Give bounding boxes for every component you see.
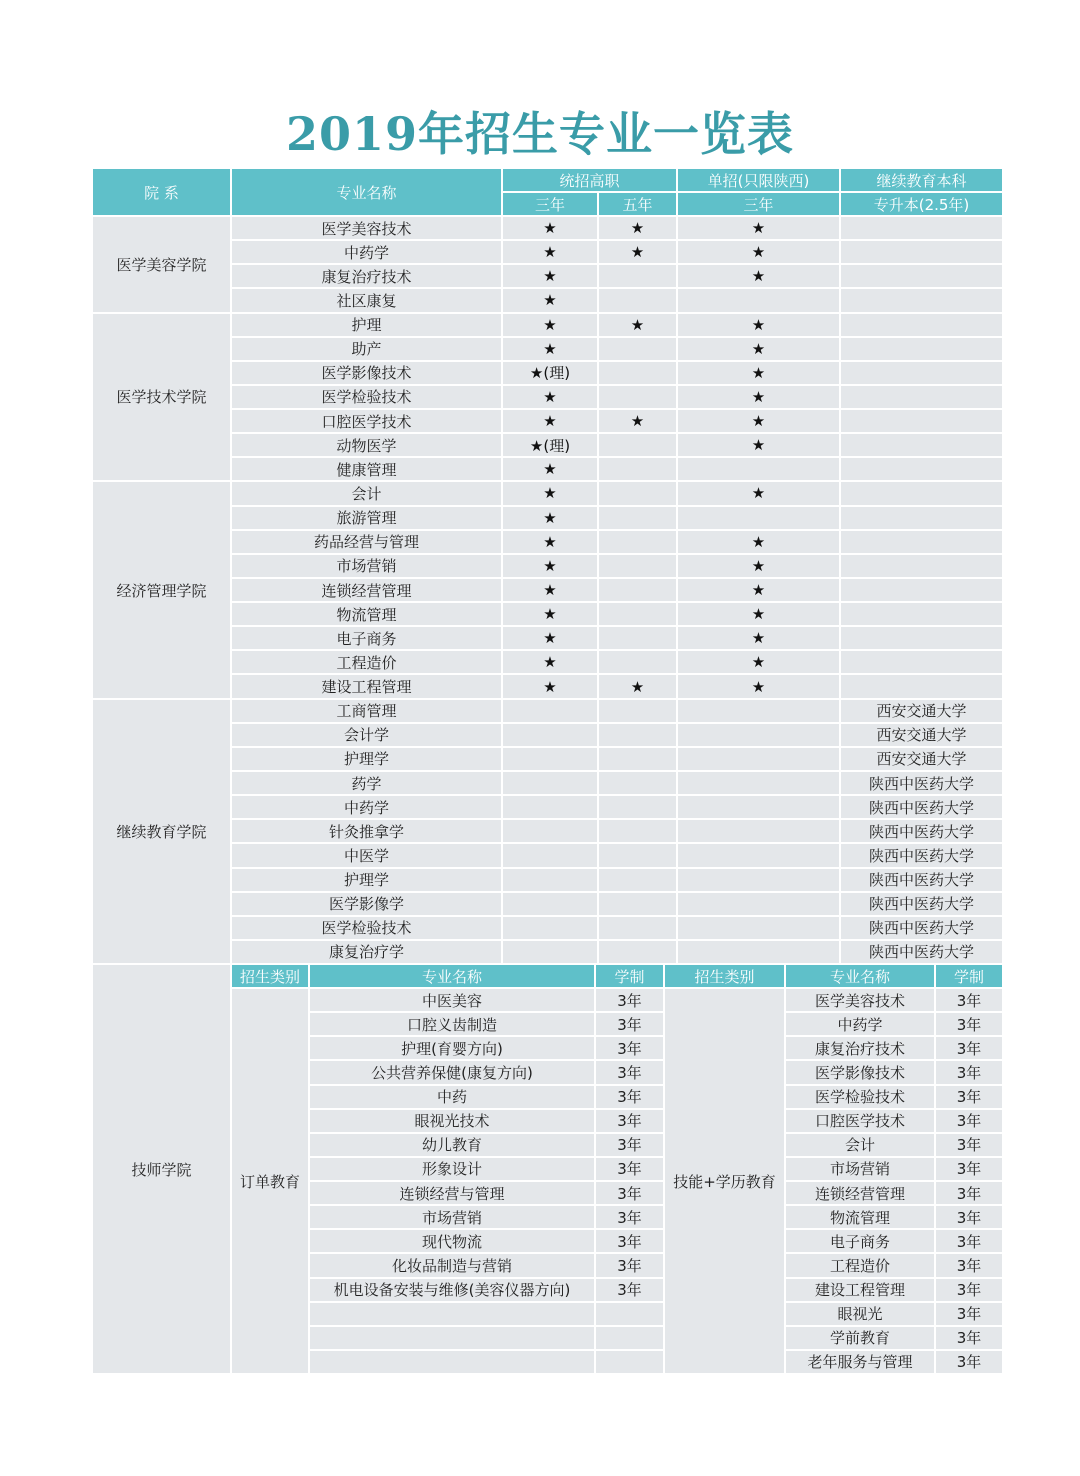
tongzhao-5yr-cell: ★ xyxy=(599,410,676,432)
jishi-left-xz: 3年 xyxy=(596,1206,663,1228)
jishi-left-xz: 3年 xyxy=(596,1158,663,1180)
header-jx-sub: 专升本(2.5年) xyxy=(841,193,1002,215)
tongzhao-5yr-cell xyxy=(599,458,676,480)
jishi-left-major xyxy=(310,1351,594,1373)
danzhao-3yr-cell xyxy=(678,941,839,963)
tongzhao-3yr-cell: ★(理) xyxy=(503,362,597,384)
jishi-left-xz: 3年 xyxy=(596,1013,663,1035)
tongzhao-5yr-cell xyxy=(599,748,676,770)
jishi-right-xz: 3年 xyxy=(936,1303,1002,1325)
jishi-left-major xyxy=(310,1327,594,1349)
jishi-right-xz: 3年 xyxy=(936,1254,1002,1276)
jishi-left-xz: 3年 xyxy=(596,1061,663,1083)
jishi-right-major: 连锁经营管理 xyxy=(786,1182,934,1204)
tongzhao-3yr-cell: ★ xyxy=(503,531,597,553)
jishi-right-xz: 3年 xyxy=(936,1110,1002,1132)
major-cell: 市场营销 xyxy=(232,555,501,577)
jishi-right-major: 眼视光 xyxy=(786,1303,934,1325)
danzhao-3yr-cell xyxy=(678,772,839,794)
tongzhao-5yr-cell xyxy=(599,627,676,649)
tongzhao-5yr-cell xyxy=(599,893,676,915)
major-cell: 康复治疗技术 xyxy=(232,265,501,287)
jixu-cell xyxy=(841,651,1002,673)
jixu-cell: 陕西中医药大学 xyxy=(841,941,1002,963)
jishi-left-major: 护理(育婴方向) xyxy=(310,1037,594,1059)
jishi-right-xz: 3年 xyxy=(936,1351,1002,1373)
jixu-cell: 陕西中医药大学 xyxy=(841,917,1002,939)
tongzhao-5yr-cell xyxy=(599,579,676,601)
dept-cell: 医学美容学院 xyxy=(93,217,230,312)
major-cell: 物流管理 xyxy=(232,603,501,625)
jishi-left-major: 眼视光技术 xyxy=(310,1110,594,1132)
jixu-cell: 陕西中医药大学 xyxy=(841,869,1002,891)
header-jixu: 继续教育本科 xyxy=(841,169,1002,191)
tongzhao-3yr-cell xyxy=(503,772,597,794)
jixu-cell xyxy=(841,386,1002,408)
jishi-right-major: 建设工程管理 xyxy=(786,1279,934,1301)
major-cell: 康复治疗学 xyxy=(232,941,501,963)
jishi-right-xz: 3年 xyxy=(936,1061,1002,1083)
jishi-left-xz: 3年 xyxy=(596,1037,663,1059)
jixu-cell xyxy=(841,579,1002,601)
danzhao-3yr-cell xyxy=(678,917,839,939)
jishi-header-cat-right: 招生类别 xyxy=(665,965,784,987)
jishi-right-major: 会计 xyxy=(786,1134,934,1156)
danzhao-3yr-cell: ★ xyxy=(678,265,839,287)
jishi-left-major: 幼儿教育 xyxy=(310,1134,594,1156)
jishi-left-major xyxy=(310,1303,594,1325)
danzhao-3yr-cell: ★ xyxy=(678,555,839,577)
tongzhao-5yr-cell xyxy=(599,796,676,818)
danzhao-3yr-cell: ★ xyxy=(678,603,839,625)
tongzhao-5yr-cell: ★ xyxy=(599,675,676,697)
jishi-right-xz: 3年 xyxy=(936,1086,1002,1108)
tongzhao-3yr-cell xyxy=(503,844,597,866)
danzhao-3yr-cell: ★ xyxy=(678,217,839,239)
jixu-cell xyxy=(841,555,1002,577)
major-cell: 中医学 xyxy=(232,844,501,866)
danzhao-3yr-cell: ★ xyxy=(678,410,839,432)
jixu-cell: 陕西中医药大学 xyxy=(841,844,1002,866)
jishi-right-xz: 3年 xyxy=(936,1230,1002,1252)
tongzhao-3yr-cell xyxy=(503,748,597,770)
dept-cell: 继续教育学院 xyxy=(93,700,230,963)
danzhao-3yr-cell: ★ xyxy=(678,338,839,360)
tongzhao-5yr-cell xyxy=(599,289,676,311)
jixu-cell xyxy=(841,241,1002,263)
jixu-cell: 西安交通大学 xyxy=(841,724,1002,746)
tongzhao-3yr-cell: ★ xyxy=(503,241,597,263)
jixu-cell xyxy=(841,265,1002,287)
jixu-cell xyxy=(841,217,1002,239)
jishi-right-major: 医学影像技术 xyxy=(786,1061,934,1083)
tongzhao-5yr-cell: ★ xyxy=(599,241,676,263)
danzhao-3yr-cell: ★ xyxy=(678,627,839,649)
header-dept: 院 系 xyxy=(93,169,230,215)
jishi-right-major: 电子商务 xyxy=(786,1230,934,1252)
major-cell: 中药学 xyxy=(232,241,501,263)
jixu-cell xyxy=(841,482,1002,504)
danzhao-3yr-cell xyxy=(678,507,839,529)
danzhao-3yr-cell xyxy=(678,700,839,722)
tongzhao-5yr-cell xyxy=(599,603,676,625)
tongzhao-5yr-cell xyxy=(599,507,676,529)
tongzhao-3yr-cell xyxy=(503,724,597,746)
danzhao-3yr-cell: ★ xyxy=(678,531,839,553)
jishi-header-major-left: 专业名称 xyxy=(310,965,594,987)
danzhao-3yr-cell: ★ xyxy=(678,386,839,408)
danzhao-3yr-cell xyxy=(678,748,839,770)
jishi-right-major: 市场营销 xyxy=(786,1158,934,1180)
header-major: 专业名称 xyxy=(232,169,501,215)
danzhao-3yr-cell: ★ xyxy=(678,482,839,504)
major-cell: 针灸推拿学 xyxy=(232,820,501,842)
jishi-left-major: 公共营养保健(康复方向) xyxy=(310,1061,594,1083)
danzhao-3yr-cell xyxy=(678,844,839,866)
jishi-left-major: 机电设备安装与维修(美容仪器方向) xyxy=(310,1279,594,1301)
jishi-right-xz: 3年 xyxy=(936,1037,1002,1059)
tongzhao-3yr-cell: ★ xyxy=(503,265,597,287)
jishi-right-xz: 3年 xyxy=(936,1279,1002,1301)
tongzhao-5yr-cell xyxy=(599,434,676,456)
header-tz-5: 五年 xyxy=(599,193,676,215)
jixu-cell: 陕西中医药大学 xyxy=(841,893,1002,915)
jixu-cell: 西安交通大学 xyxy=(841,700,1002,722)
tongzhao-5yr-cell xyxy=(599,941,676,963)
major-cell: 护理学 xyxy=(232,748,501,770)
danzhao-3yr-cell: ★ xyxy=(678,362,839,384)
major-cell: 医学影像学 xyxy=(232,893,501,915)
tongzhao-5yr-cell xyxy=(599,772,676,794)
jixu-cell: 陕西中医药大学 xyxy=(841,820,1002,842)
tongzhao-3yr-cell: ★ xyxy=(503,217,597,239)
major-cell: 医学检验技术 xyxy=(232,917,501,939)
danzhao-3yr-cell xyxy=(678,893,839,915)
jishi-header-xz-right: 学制 xyxy=(936,965,1002,987)
tongzhao-5yr-cell: ★ xyxy=(599,217,676,239)
danzhao-3yr-cell: ★ xyxy=(678,241,839,263)
header-tz-3: 三年 xyxy=(503,193,597,215)
tongzhao-3yr-cell xyxy=(503,869,597,891)
jishi-header-major-right: 专业名称 xyxy=(786,965,934,987)
tongzhao-3yr-cell: ★(理) xyxy=(503,434,597,456)
tongzhao-3yr-cell: ★ xyxy=(503,579,597,601)
jishi-header-xz-left: 学制 xyxy=(596,965,663,987)
tongzhao-3yr-cell: ★ xyxy=(503,289,597,311)
jishi-right-xz: 3年 xyxy=(936,1134,1002,1156)
major-cell: 连锁经营管理 xyxy=(232,579,501,601)
tongzhao-3yr-cell xyxy=(503,700,597,722)
tongzhao-3yr-cell xyxy=(503,893,597,915)
jishi-left-xz: 3年 xyxy=(596,1110,663,1132)
jishi-right-major: 物流管理 xyxy=(786,1206,934,1228)
major-cell: 护理 xyxy=(232,314,501,336)
tongzhao-3yr-cell: ★ xyxy=(503,627,597,649)
tongzhao-5yr-cell xyxy=(599,265,676,287)
header-dz-3: 三年 xyxy=(678,193,839,215)
tongzhao-3yr-cell: ★ xyxy=(503,507,597,529)
major-cell: 动物医学 xyxy=(232,434,501,456)
dept-cell-jishi: 技师学院 xyxy=(93,965,230,1373)
tongzhao-5yr-cell xyxy=(599,386,676,408)
dept-cell: 医学技术学院 xyxy=(93,314,230,481)
tongzhao-3yr-cell: ★ xyxy=(503,675,597,697)
major-cell: 口腔医学技术 xyxy=(232,410,501,432)
jishi-left-xz: 3年 xyxy=(596,1279,663,1301)
danzhao-3yr-cell xyxy=(678,869,839,891)
major-cell: 工商管理 xyxy=(232,700,501,722)
major-cell: 药学 xyxy=(232,772,501,794)
jishi-right-xz: 3年 xyxy=(936,1327,1002,1349)
jishi-left-major: 中药 xyxy=(310,1086,594,1108)
major-cell: 会计 xyxy=(232,482,501,504)
major-cell: 中药学 xyxy=(232,796,501,818)
tongzhao-3yr-cell: ★ xyxy=(503,410,597,432)
jishi-left-xz: 3年 xyxy=(596,1182,663,1204)
jishi-left-major: 市场营销 xyxy=(310,1206,594,1228)
major-cell: 会计学 xyxy=(232,724,501,746)
dept-cell: 经济管理学院 xyxy=(93,482,230,697)
jishi-left-major: 连锁经营与管理 xyxy=(310,1182,594,1204)
jishi-right-major: 老年服务与管理 xyxy=(786,1351,934,1373)
danzhao-3yr-cell: ★ xyxy=(678,675,839,697)
tongzhao-5yr-cell xyxy=(599,482,676,504)
danzhao-3yr-cell: ★ xyxy=(678,651,839,673)
jixu-cell: 西安交通大学 xyxy=(841,748,1002,770)
major-cell: 医学检验技术 xyxy=(232,386,501,408)
danzhao-3yr-cell xyxy=(678,796,839,818)
tongzhao-5yr-cell xyxy=(599,700,676,722)
page-title: 2019年招生专业一览表 xyxy=(285,107,795,161)
tongzhao-5yr-cell xyxy=(599,651,676,673)
tongzhao-3yr-cell: ★ xyxy=(503,482,597,504)
danzhao-3yr-cell xyxy=(678,289,839,311)
jixu-cell xyxy=(841,362,1002,384)
jixu-cell xyxy=(841,675,1002,697)
tongzhao-3yr-cell xyxy=(503,796,597,818)
jishi-left-xz xyxy=(596,1351,663,1373)
tongzhao-5yr-cell xyxy=(599,555,676,577)
jixu-cell xyxy=(841,314,1002,336)
jishi-right-xz: 3年 xyxy=(936,1206,1002,1228)
tongzhao-5yr-cell xyxy=(599,362,676,384)
tongzhao-3yr-cell xyxy=(503,820,597,842)
major-cell: 工程造价 xyxy=(232,651,501,673)
major-cell: 护理学 xyxy=(232,869,501,891)
tongzhao-5yr-cell xyxy=(599,844,676,866)
jixu-cell xyxy=(841,289,1002,311)
jishi-cat-left: 订单教育 xyxy=(232,989,308,1373)
danzhao-3yr-cell: ★ xyxy=(678,434,839,456)
jixu-cell: 陕西中医药大学 xyxy=(841,772,1002,794)
jishi-cat-right: 技能+学历教育 xyxy=(665,989,784,1373)
jishi-left-xz: 3年 xyxy=(596,989,663,1011)
tongzhao-3yr-cell: ★ xyxy=(503,458,597,480)
major-cell: 助产 xyxy=(232,338,501,360)
jishi-header-cat-left: 招生类别 xyxy=(232,965,308,987)
tongzhao-3yr-cell: ★ xyxy=(503,603,597,625)
major-cell: 健康管理 xyxy=(232,458,501,480)
jixu-cell xyxy=(841,507,1002,529)
jishi-right-major: 医学检验技术 xyxy=(786,1086,934,1108)
danzhao-3yr-cell xyxy=(678,458,839,480)
jishi-left-xz: 3年 xyxy=(596,1134,663,1156)
major-cell: 电子商务 xyxy=(232,627,501,649)
tongzhao-3yr-cell: ★ xyxy=(503,555,597,577)
danzhao-3yr-cell: ★ xyxy=(678,314,839,336)
tongzhao-3yr-cell: ★ xyxy=(503,338,597,360)
jishi-left-xz: 3年 xyxy=(596,1086,663,1108)
jishi-left-major: 化妆品制造与营销 xyxy=(310,1254,594,1276)
jishi-right-major: 工程造价 xyxy=(786,1254,934,1276)
jishi-right-xz: 3年 xyxy=(936,1158,1002,1180)
tongzhao-3yr-cell xyxy=(503,917,597,939)
jishi-left-major: 中医美容 xyxy=(310,989,594,1011)
jixu-cell: 陕西中医药大学 xyxy=(841,796,1002,818)
major-cell: 医学美容技术 xyxy=(232,217,501,239)
jishi-right-major: 康复治疗技术 xyxy=(786,1037,934,1059)
jishi-left-major: 现代物流 xyxy=(310,1230,594,1252)
tongzhao-3yr-cell xyxy=(503,941,597,963)
jishi-left-major: 形象设计 xyxy=(310,1158,594,1180)
major-cell: 药品经营与管理 xyxy=(232,531,501,553)
jishi-left-xz xyxy=(596,1303,663,1325)
major-cell: 建设工程管理 xyxy=(232,675,501,697)
danzhao-3yr-cell xyxy=(678,724,839,746)
jishi-right-xz: 3年 xyxy=(936,989,1002,1011)
jixu-cell xyxy=(841,458,1002,480)
jishi-right-major: 口腔医学技术 xyxy=(786,1110,934,1132)
jishi-right-major: 学前教育 xyxy=(786,1327,934,1349)
major-cell: 旅游管理 xyxy=(232,507,501,529)
tongzhao-5yr-cell xyxy=(599,338,676,360)
tongzhao-5yr-cell xyxy=(599,820,676,842)
jixu-cell xyxy=(841,603,1002,625)
jishi-left-xz: 3年 xyxy=(596,1230,663,1252)
jixu-cell xyxy=(841,627,1002,649)
jixu-cell xyxy=(841,410,1002,432)
major-cell: 社区康复 xyxy=(232,289,501,311)
jishi-right-xz: 3年 xyxy=(936,1013,1002,1035)
jixu-cell xyxy=(841,434,1002,456)
tongzhao-3yr-cell: ★ xyxy=(503,314,597,336)
tongzhao-3yr-cell: ★ xyxy=(503,386,597,408)
tongzhao-5yr-cell: ★ xyxy=(599,314,676,336)
major-cell: 医学影像技术 xyxy=(232,362,501,384)
jixu-cell xyxy=(841,531,1002,553)
jishi-left-xz xyxy=(596,1327,663,1349)
jishi-left-xz: 3年 xyxy=(596,1254,663,1276)
tongzhao-5yr-cell xyxy=(599,869,676,891)
danzhao-3yr-cell: ★ xyxy=(678,579,839,601)
jishi-right-major: 中药学 xyxy=(786,1013,934,1035)
header-tongzhao: 统招高职 xyxy=(503,169,676,191)
tongzhao-5yr-cell xyxy=(599,724,676,746)
jishi-right-xz: 3年 xyxy=(936,1182,1002,1204)
jixu-cell xyxy=(841,338,1002,360)
jishi-right-major: 医学美容技术 xyxy=(786,989,934,1011)
header-danzhao: 单招(只限陕西) xyxy=(678,169,839,191)
tongzhao-3yr-cell: ★ xyxy=(503,651,597,673)
tongzhao-5yr-cell xyxy=(599,531,676,553)
tongzhao-5yr-cell xyxy=(599,917,676,939)
danzhao-3yr-cell xyxy=(678,820,839,842)
jishi-left-major: 口腔义齿制造 xyxy=(310,1013,594,1035)
